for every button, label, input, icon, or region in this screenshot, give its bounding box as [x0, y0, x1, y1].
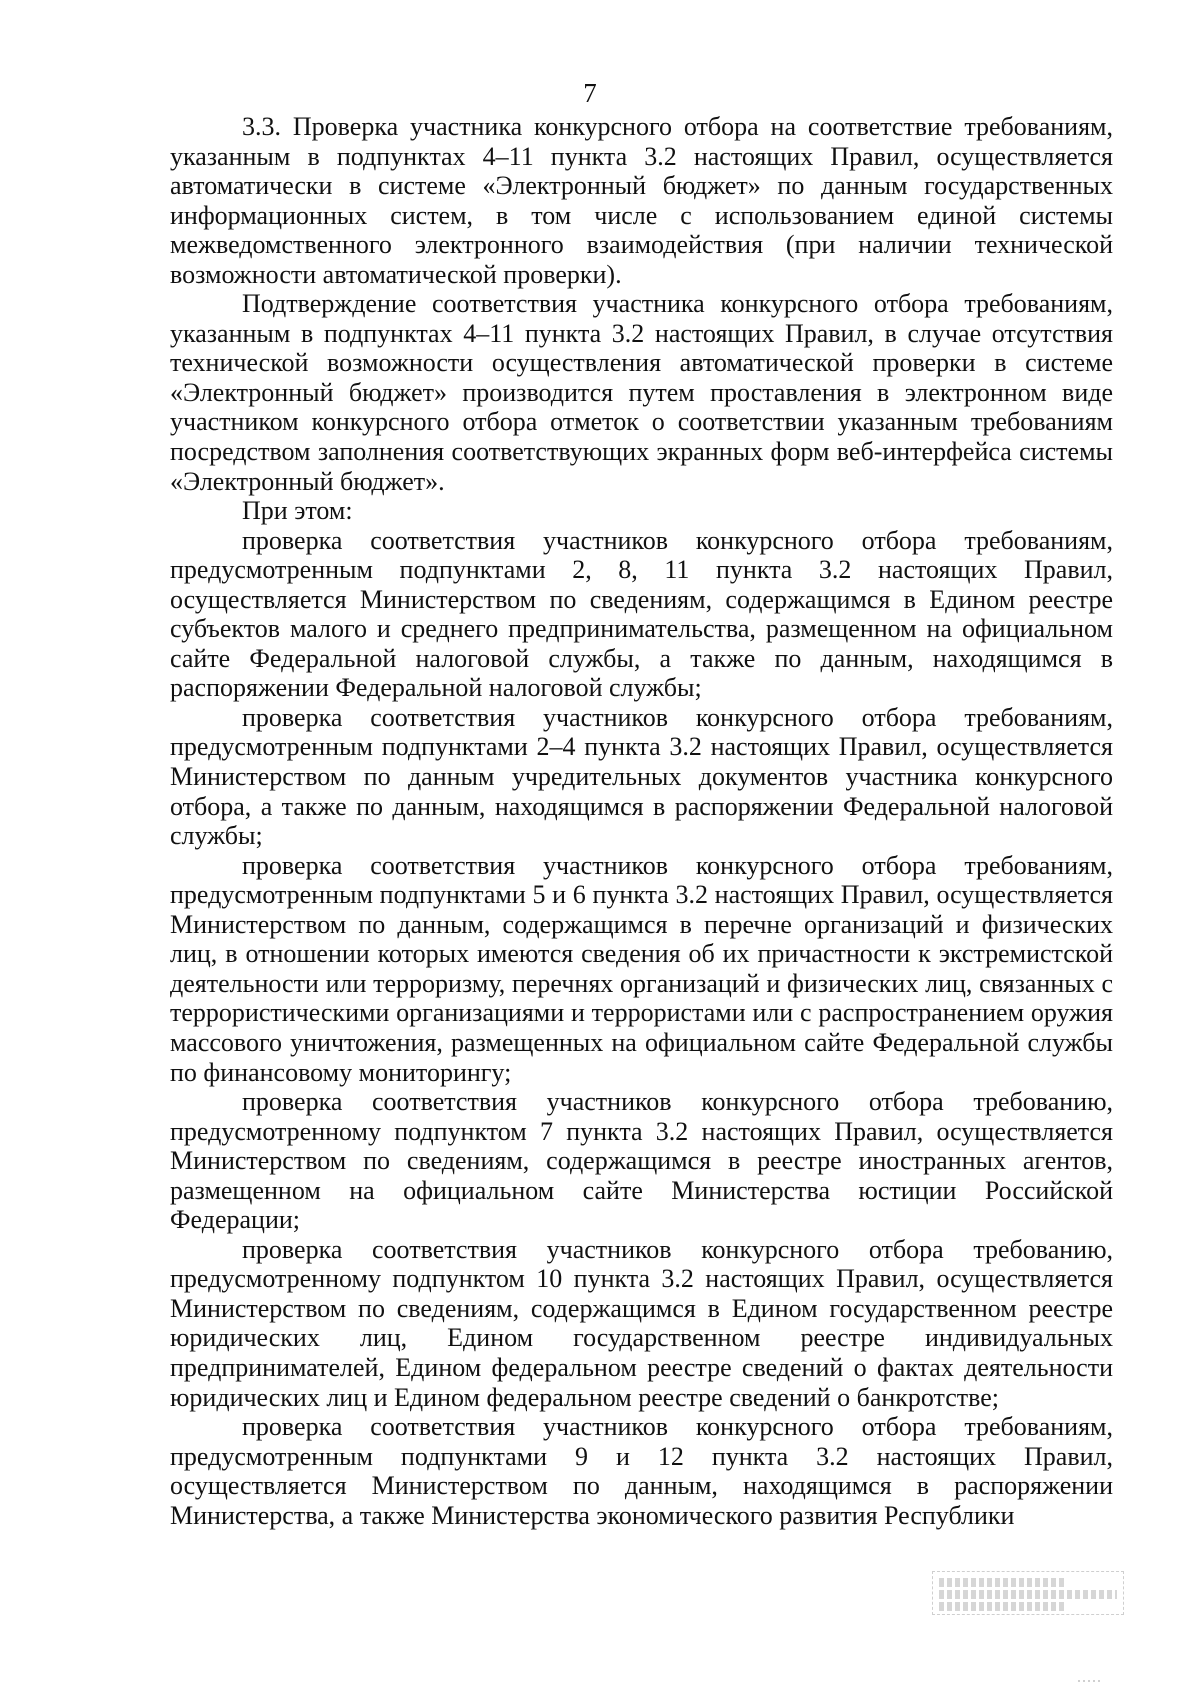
faint-stamp [932, 1571, 1124, 1615]
paragraph-pri-etom: При этом: [242, 496, 353, 526]
paragraph-check-2-4: проверка соответствия участников конкурсного отбора требованиям, предусмотренным подпунктами 2–4 пункта 3.2 настоящих Правил, осуществляется Министерством по данным учредительных документов участника конкурсного отбора, а также по данным, находящимся в распоряжении Федеральной налоговой службы; [170, 702, 1113, 851]
paragraph-check-2-8-11: проверка соответствия участников конкурсного отбора требованиям, предусмотренным подпунктами 2, 8, 11 пункта 3.2 настоящих Правил, осуществляется Министерством по сведениям, содержащимся в Едином реестре субъектов малого и среднего предпринимательства, размещенном на официальном сайте Федеральной налоговой службы, а также по данным, находящимся в распоряжении Федеральной налоговой службы; [170, 525, 1113, 703]
paragraph-check-10: проверка соответствия участников конкурсного отбора требованию, предусмотренному подпунктом 10 пункта 3.2 настоящих Правил, осуществляется Министерством по сведениям, содержащимся в Едином государственном реестре юридических лиц, Едином государственном реестре индивидуальных предпринимателей, Едином федеральном реестре сведений о фактах деятельности юридических лиц и Едином федеральном реестре сведений о банкротстве; [170, 1234, 1113, 1412]
paragraph-confirmation: Подтверждение соответствия участника конкурсного отбора требованиям, указанным в подпунктах 4–11 пункта 3.2 настоящих Правил, в случае отсутствия технической возможности осуществления автоматической проверки в системе «Электронный бюджет» производится путем проставления в электронном виде участником конкурсного отбора отметок о соответствии указанным требованиям посредством заполнения соответствующих экранных форм веб-интерфейса системы «Электронный бюджет». [170, 289, 1113, 496]
stamp-line [939, 1602, 1064, 1611]
paragraph-check-5-6: проверка соответствия участников конкурсного отбора требованиям, предусмотренным подпунктами 5 и 6 пункта 3.2 настоящих Правил, осуществляется Министерством по данным, содержащимся в перечне организаций и физических лиц, в отношении которых имеются сведения об их причастности к экстремистской деятельности или терроризму, перечнях организаций и физических лиц, связанных с террористическими организациями и террористами или с распространением оружия массового уничтожения, размещенных на официальном сайте Федеральной службы по финансовому мониторингу; [170, 850, 1113, 1087]
scan-artifact [1078, 1680, 1100, 1682]
stamp-line [939, 1578, 1064, 1587]
paragraph-3-3: 3.3. Проверка участника конкурсного отбора на соответствие требованиям, указанным в подпунктах 4–11 пункта 3.2 настоящих Правил, осуществляется автоматически в системе «Электронный бюджет» по данным государственных информационных систем, в том числе с использованием единой системы межведомственного электронного взаимодействия (при наличии технической возможности автоматической проверки). [170, 112, 1113, 289]
stamp-line [939, 1590, 1117, 1599]
paragraph-check-7: проверка соответствия участников конкурсного отбора требованию, предусмотренному подпунктом 7 пункта 3.2 настоящих Правил, осуществляется Министерством по сведениям, содержащимся в реестре иностранных агентов, размещенном на официальном сайте Министерства юстиции Российской Федерации; [170, 1087, 1113, 1235]
page-number: 7 [583, 78, 597, 108]
paragraph-check-9-12: проверка соответствия участников конкурсного отбора требованиям, предусмотренным подпунктами 9 и 12 пункта 3.2 настоящих Правил, осуществляется Министерством по данным, находящимся в распоряжении Министерства, а также Министерства экономического развития Республики [170, 1412, 1113, 1530]
document-body [170, 112, 1113, 1530]
